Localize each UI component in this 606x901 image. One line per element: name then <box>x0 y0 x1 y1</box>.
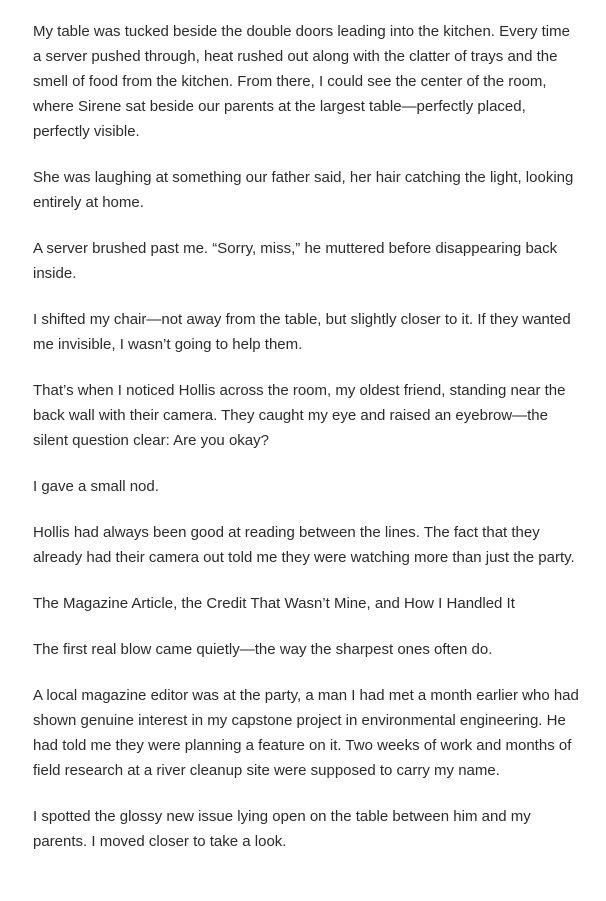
paragraph: Hollis had always been good at reading between the lines. The fact that they already had their camera out told me they were watching more than just the party. <box>33 524 575 566</box>
paragraph: She was laughing at something our father said, her hair catching the light, looking entirely at home. <box>33 169 574 211</box>
paragraph: The first real blow came quietly—the way the sharpest ones often do. <box>33 641 493 658</box>
paragraph: I gave a small nod. <box>33 478 159 495</box>
paragraph: A local magazine editor was at the party, a man I had met a month earlier who had shown genuine interest in my capstone project in environmental engineering. He had told me they were planning a feature on it. Two weeks of work and months of field research at a river cleanup site were supposed to carry my name. <box>33 687 579 779</box>
paragraph: I spotted the glossy new issue lying open on the table between him and my parents. I moved closer to take a look. <box>33 808 531 850</box>
article-body <box>33 19 581 875</box>
paragraph: That’s when I noticed Hollis across the room, my oldest friend, standing near the back wall with their camera. They caught my eye and raised an eyebrow—the silent question clear: Are you okay? <box>33 382 566 449</box>
paragraph: I shifted my chair—not away from the table, but slightly closer to it. If they wanted me invisible, I wasn’t going to help them. <box>33 311 571 353</box>
section-heading: The Magazine Article, the Credit That Wasn’t Mine, and How I Handled It <box>33 595 515 612</box>
paragraph: My table was tucked beside the double doors leading into the kitchen. Every time a server pushed through, heat rushed out along with the clatter of trays and the smell of food from the kitchen. From there, I could see the center of the room, where Sirene sat beside our parents at the largest table—perfectly placed, perfectly visible. <box>33 23 570 140</box>
paragraph: A server brushed past me. “Sorry, miss,” he muttered before disappearing back inside. <box>33 240 558 282</box>
